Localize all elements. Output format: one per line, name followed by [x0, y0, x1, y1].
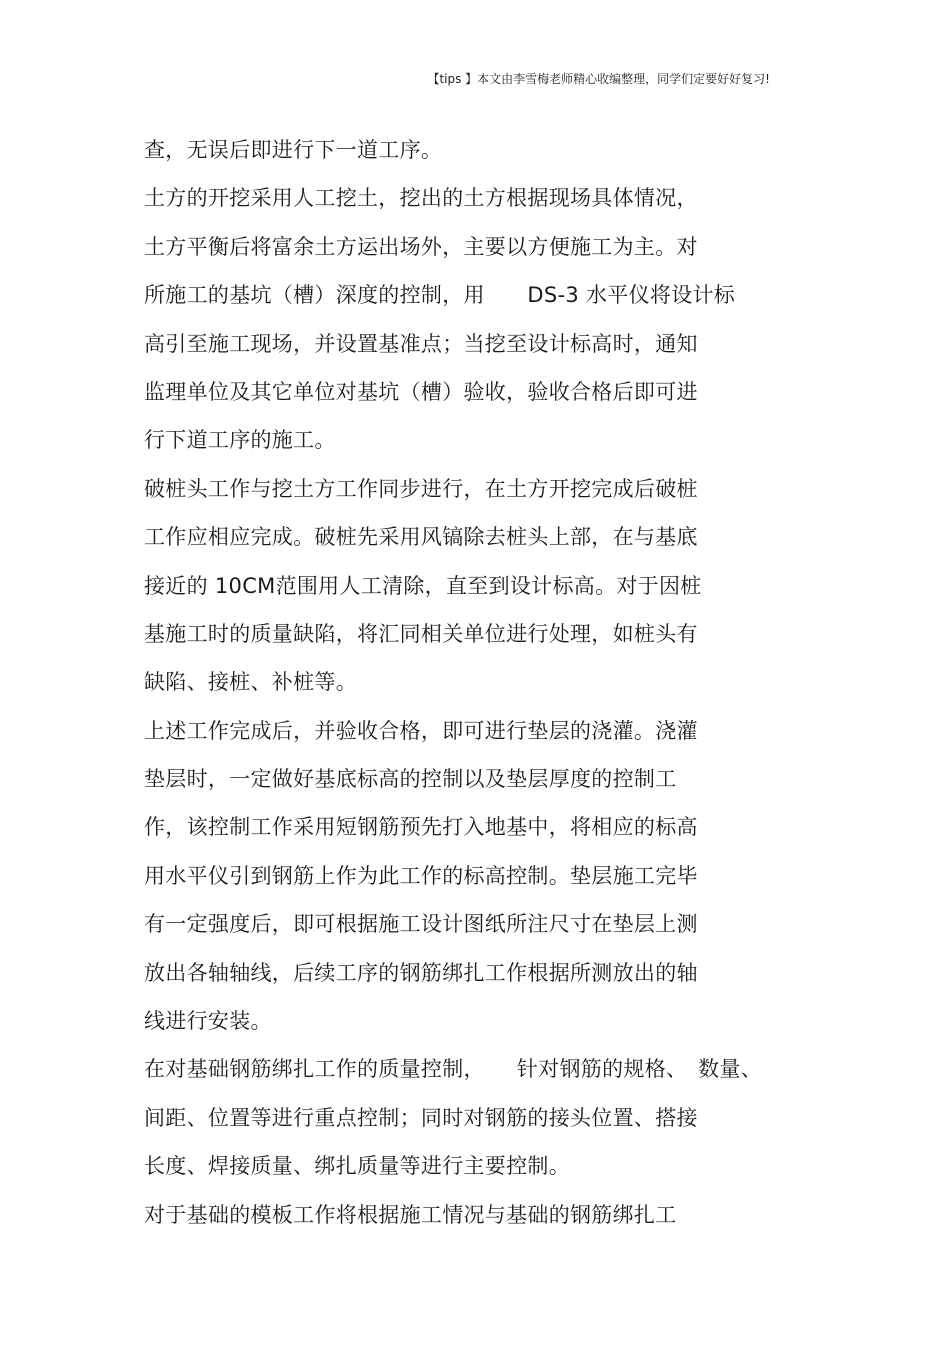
text-line: 对于基础的模板工作将根据施工情况与基础的钢筋绑扎工 — [144, 1202, 677, 1227]
text-line: 缺陷、接桩、补桩等。 — [144, 670, 357, 695]
text-line: 所施工的基坑（槽）深度的控制，用 DS-3 水平仪将设计标 — [144, 283, 736, 308]
text-line: 破桩头工作与挖土方工作同步进行，在土方开挖完成后破桩 — [144, 476, 698, 501]
text-line: 行下道工序的施工。 — [144, 428, 336, 453]
text-line: 线进行安装。 — [144, 1009, 272, 1034]
text-line: 土方平衡后将富余土方运出场外，主要以方便施工为主。对 — [144, 234, 698, 259]
text-line: 接近的 10CM范围用人工清除，直至到设计标高。对于因桩 — [144, 573, 702, 598]
text-line: 土方的开挖采用人工挖土，挖出的土方根据现场具体情况， — [144, 186, 698, 211]
text-line: 查，无误后即进行下一道工序。 — [144, 138, 443, 162]
text-line: 高引至施工现场，并设置基准点；当挖至设计标高时，通知 — [144, 331, 698, 356]
document-body — [144, 126, 844, 1239]
text-line: 基施工时的质量缺陷，将汇同相关单位进行处理，如桩头有 — [144, 621, 698, 646]
text-line: 有一定强度后，即可根据施工设计图纸所注尺寸在垫层上测 — [144, 912, 698, 937]
text-line: 作，该控制工作采用短钢筋预先打入地基中，将相应的标高 — [144, 815, 698, 840]
text-line: 上述工作完成后，并验收合格，即可进行垫层的浇灌。浇灌 — [144, 718, 698, 743]
text-line: 在对基础钢筋绑扎工作的质量控制， 针对钢筋的规格、 数量、 — [144, 1057, 762, 1082]
text-line: 工作应相应完成。破桩先采用风镐除去桩头上部，在与基底 — [144, 525, 698, 550]
text-line: 用水平仪引到钢筋上作为此工作的标高控制。垫层施工完毕 — [144, 863, 698, 888]
text-line: 长度、焊接质量、绑扎质量等进行主要控制。 — [144, 1154, 570, 1179]
text-line: 监理单位及其它单位对基坑（槽）验收，验收合格后即可进 — [144, 379, 698, 404]
header-tips-note: 【tips 】本文由李雪梅老师精心收编整理，同学们定要好好复习! — [427, 72, 770, 86]
text-line: 垫层时，一定做好基底标高的控制以及垫层厚度的控制工 — [144, 767, 677, 792]
text-line: 间距、位置等进行重点控制；同时对钢筋的接头位置、搭接 — [144, 1105, 698, 1130]
text-line: 放出各轴轴线，后续工序的钢筋绑扎工作根据所测放出的轴 — [144, 960, 698, 985]
